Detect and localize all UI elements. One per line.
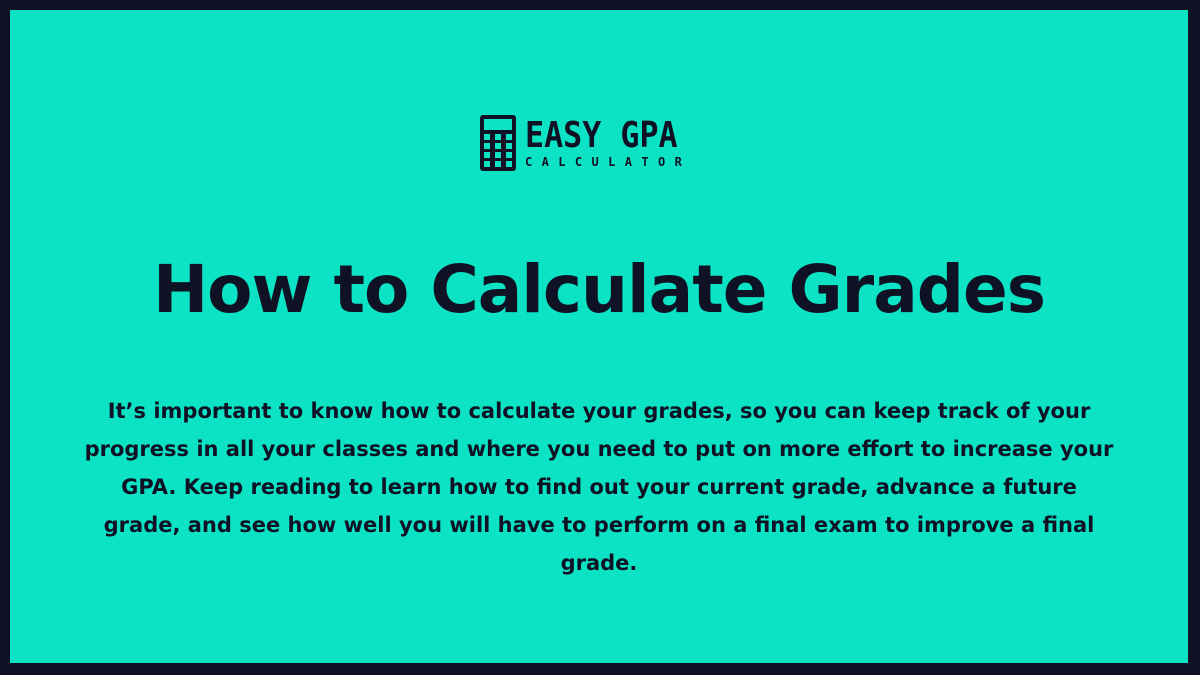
logo-wordmark [525, 114, 698, 169]
logo-name: EASY GPA [525, 114, 678, 156]
page-title: How to Calculate Grades [152, 251, 1046, 328]
calculator-icon [480, 115, 516, 171]
hero-card [10, 10, 1188, 663]
intro-paragraph: It’s important to know how to calculate your grades, so you can keep track of your progress in all your classes and where you need to put on more effort to increase your GPA. Keep reading to learn how to find out your current grade, advance a future grade, and see how well you will have to perform on a final exam to improve a final grade. [84, 399, 1114, 575]
site-logo[interactable] [480, 110, 698, 176]
logo-tagline: CALCULATOR [525, 154, 692, 169]
